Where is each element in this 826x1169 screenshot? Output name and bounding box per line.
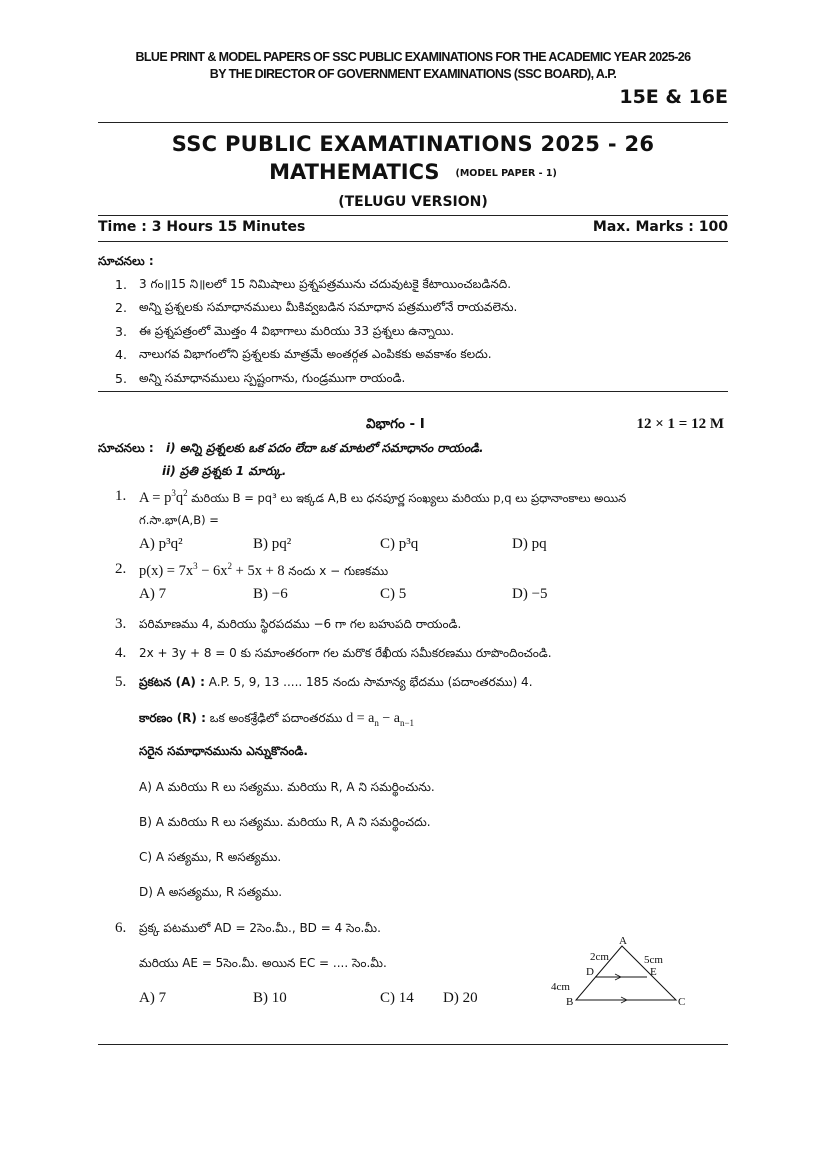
q5-assertion-label: ప్రకటన (A) : bbox=[139, 675, 205, 689]
section-note-2: ii) ప్రతి ప్రశ్నకు 1 మార్కు. bbox=[162, 464, 287, 478]
q4-number: 4. bbox=[115, 645, 127, 661]
instruction-3-text: ఈ ప్రశ్నపత్రంలో మొత్తం 4 విభాగాలు మరియు 33 ప్రశ్నలు ఉన్నాయి. bbox=[139, 324, 455, 338]
meta-top-divider bbox=[98, 215, 728, 216]
q1-option-b: B) pq² bbox=[253, 536, 292, 552]
time-allowed: Time : 3 Hours 15 Minutes bbox=[98, 219, 306, 235]
header-line-1: BLUE PRINT & MODEL PAPERS OF SSC PUBLIC EXAMINATIONS FOR THE ACADEMIC YEAR 2025-26 bbox=[135, 49, 691, 65]
q5-choose: సరైన సమాధానమును ఎన్నుకొనండి. bbox=[139, 744, 308, 758]
max-marks: Max. Marks : 100 bbox=[592, 219, 728, 235]
q2-text bbox=[139, 561, 388, 581]
q1-number: 1. bbox=[115, 488, 127, 504]
section-note-label: సూచనలు : bbox=[98, 441, 154, 455]
meta-bottom-divider bbox=[98, 241, 728, 242]
q1-option-d: D) pq bbox=[512, 536, 547, 552]
q5-assertion-text: A.P. 5, 9, 13 ..... 185 నందు సామాన్య భేదము (పదాంతరము) 4. bbox=[208, 675, 533, 689]
q3-text: పరిమాణము 4, మరియు స్థిరపదము −6 గా గల బహుపది రాయండి. bbox=[139, 617, 462, 631]
vertex-d-label: D bbox=[586, 966, 594, 978]
q6-option-b: B) 10 bbox=[253, 990, 287, 1006]
instruction-4-number: 4. bbox=[115, 347, 127, 362]
q5-assertion bbox=[139, 675, 533, 692]
header-divider bbox=[98, 122, 728, 123]
footer-divider bbox=[98, 1044, 728, 1045]
q1-line-2: గ.సా.భా(A,B) = bbox=[139, 513, 219, 527]
q5-reason-label: కారణం (R) : bbox=[139, 711, 206, 725]
q2-option-c: C) 5 bbox=[380, 586, 407, 602]
instructions-heading: సూచనలు : bbox=[98, 254, 154, 268]
model-paper-label: (MODEL PAPER - 1) bbox=[455, 168, 557, 179]
q5-option-c: C) A సత్యము, R అసత్యము. bbox=[139, 850, 282, 864]
instruction-1-text: 3 గం॥15 ని॥లలో 15 నిమిషాలు ప్రశ్నపత్రమును చదువుటకై కేటాయించబడినది. bbox=[139, 277, 512, 291]
q6-line-1: ప్రక్క పటములో AD = 2సెం.మీ., BD = 4 సెం.మీ. bbox=[139, 921, 381, 935]
instruction-2-number: 2. bbox=[115, 300, 127, 315]
triangle-svg bbox=[548, 934, 698, 1012]
q6-option-d: D) 20 bbox=[443, 990, 478, 1006]
section-note-1: i) అన్ని ప్రశ్నలకు ఒక పదం లేదా ఒక మాటలో సమాధానం రాయండి. bbox=[166, 441, 484, 455]
q1-expr-a: $A = p^3q^2$ bbox=[139, 488, 188, 506]
version-label: (TELUGU VERSION) bbox=[338, 194, 488, 210]
q1-option-c: C) p³q bbox=[380, 536, 419, 552]
q3-number: 3. bbox=[115, 616, 127, 632]
instruction-2-text: అన్ని ప్రశ్నలకు సమాధానములు మీకివ్వబడిన సమాధాన పత్రములోనే రాయవలెను. bbox=[139, 300, 518, 314]
q5-option-b: B) A మరియు R లు సత్యము. మరియు R, A ని సమర్థించదు. bbox=[139, 815, 431, 829]
instructions-divider bbox=[98, 391, 728, 392]
q6-line-2: మరియు AE = 5సెం.మీ. అయిన EC = .... సెం.మీ. bbox=[139, 956, 387, 970]
q2-option-d: D) −5 bbox=[512, 586, 548, 602]
triangle-diagram bbox=[548, 934, 698, 1012]
q2-text-telugu: నందు x − గుణకము bbox=[288, 563, 389, 578]
instruction-1-number: 1. bbox=[115, 277, 127, 292]
q4-text: 2x + 3y + 8 = 0 కు సమాంతరంగా గల మరొక రేఖీయ సమీకరణము రూపొందించండి. bbox=[139, 646, 552, 660]
section-title: విభాగం - I bbox=[366, 416, 425, 432]
q6-number: 6. bbox=[115, 920, 127, 936]
length-ae-label: 5cm bbox=[644, 954, 663, 966]
section-marks: 12 × 1 = 12 M bbox=[636, 416, 724, 432]
vertex-c-label: C bbox=[678, 996, 686, 1008]
q2-option-b: B) −6 bbox=[253, 586, 288, 602]
exam-title: SSC PUBLIC EXAMATINATIONS 2025 - 26 bbox=[171, 132, 655, 156]
length-ad-label: 2cm bbox=[590, 951, 609, 963]
paper-code: 15E & 16E bbox=[619, 86, 728, 108]
length-bd-label: 4cm bbox=[551, 981, 570, 993]
q5-reason-formula: $d = a_n - a_{n-1}$ bbox=[346, 711, 415, 728]
q2-option-a: A) 7 bbox=[139, 586, 167, 602]
q2-polynomial: $p(x) = 7x^3 - 6x^2 + 5x + 8$ bbox=[139, 561, 285, 579]
q5-option-d: D) A అసత్యము, R సత్యము. bbox=[139, 885, 283, 899]
vertex-a-label: A bbox=[619, 935, 627, 947]
q5-option-a: A) A మరియు R లు సత్యము. మరియు R, A ని సమర్థించును. bbox=[139, 780, 435, 794]
q6-option-a: A) 7 bbox=[139, 990, 167, 1006]
vertex-b-label: B bbox=[566, 996, 574, 1008]
q1-option-a: A) p³q² bbox=[139, 536, 183, 552]
instruction-5-text: అన్ని సమాధానములు స్పష్టంగాను, గుండ్రముగా రాయండి. bbox=[139, 371, 406, 385]
q5-reason-text: ఒక అంకశ్రేఢిలో పదాంతరము bbox=[209, 711, 343, 725]
q2-number: 2. bbox=[115, 561, 127, 577]
header-line-2: BY THE DIRECTOR OF GOVERNMENT EXAMINATIONS (SSC BOARD), A.P. bbox=[209, 66, 617, 82]
q5-reason bbox=[139, 711, 414, 728]
instruction-4-text: నాలుగవ విభాగంలోని ప్రశ్నలకు మాత్రమే అంతర్గత ఎంపికకు అవకాశం కలదు. bbox=[139, 347, 492, 361]
q1-text bbox=[139, 488, 626, 508]
subject-name: MATHEMATICS bbox=[269, 160, 440, 184]
subject-title bbox=[0, 160, 826, 184]
instruction-5-number: 5. bbox=[115, 371, 127, 386]
vertex-e-label: E bbox=[650, 966, 657, 978]
q6-option-c: C) 14 bbox=[380, 990, 414, 1006]
q5-number: 5. bbox=[115, 674, 127, 690]
instruction-3-number: 3. bbox=[115, 324, 127, 339]
q1-line-1: మరియు B = pq³ లు ఇక్కడ A,B లు ధనపూర్ణ సంఖ్యలు మరియు p,q లు ప్రధానాంకాలు అయిన bbox=[191, 490, 627, 505]
